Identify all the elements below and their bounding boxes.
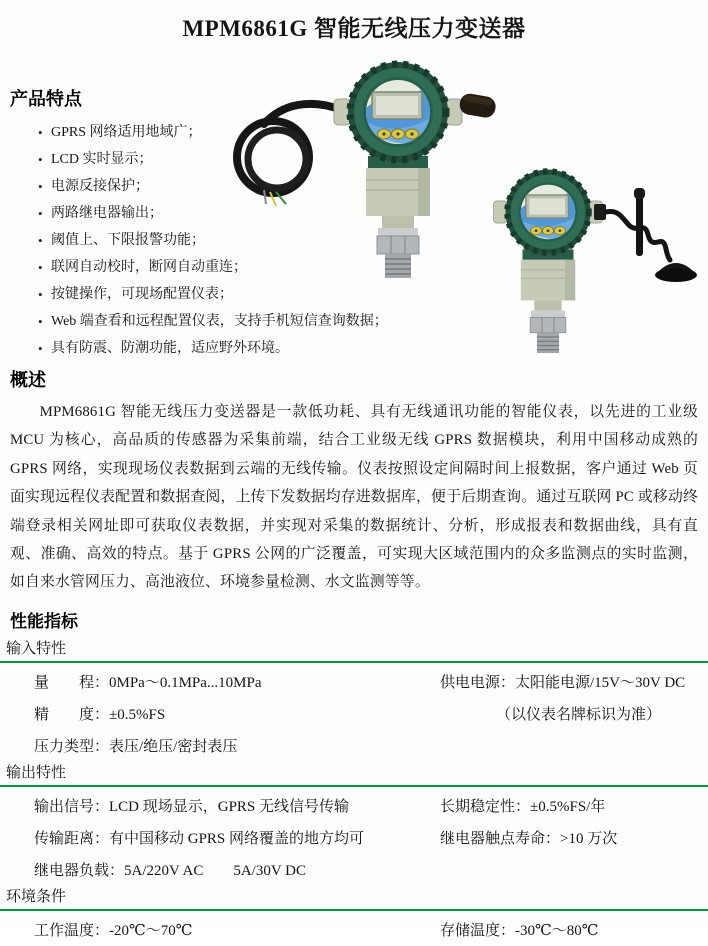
spec-row xyxy=(0,698,708,730)
magnetic-antenna-icon xyxy=(634,188,697,282)
features-list xyxy=(10,119,450,362)
spec-power-supply: 供电电源：太阳能电源/15V～30V DC xyxy=(440,675,686,692)
spec-accuracy: 精 度：±0.5%FS xyxy=(34,707,166,724)
feature-item: • 电源反接保护； xyxy=(38,173,450,200)
overview-paragraph: MPM6861G 智能无线压力变送器是一款低功耗、具有无线通讯功能的智能仪表，以先进的工业级 MCU 为核心，高品质的传感器为采集前端，结合工业级无线 GPRS 数据模块，利用中国移动成熟的 GPRS 网络，实现现场仪表数据到云端的无线传输。仪表按照设定间隔时间上报数据，客户通过 Web 页面实现远程仪表配置和数据查阅，上传下发数据均存进数据库，便于后期查询。通过互联网 PC 或移动终端登录相关网址即可获取仪表数据，并实现对采集的数据统计、分析，形成报表和数据曲线，具有直观、准确、高效的特点。基于 GPRS 公网的广泛覆盖，可实现大区域范围内的众多监测点的实时监测，如自来水管网压力、高池液位、环境参量检测、水文监测等等。 xyxy=(10,404,698,591)
spec-section-title: 输入特性 xyxy=(0,640,708,663)
specs-heading: 性能指标 xyxy=(10,611,78,631)
spec-row xyxy=(0,790,708,822)
spec-section-input xyxy=(0,640,708,762)
feature-item: • GPRS 网络适用地域广； xyxy=(38,119,450,146)
spec-working-temperature: 工作温度：-20℃～70℃ xyxy=(34,923,193,940)
antenna-stub-icon xyxy=(458,92,497,119)
feature-item: • Web 端查看和远程配置仪表，支持手机短信查询数据； xyxy=(38,308,450,335)
spec-pressure-type: 压力类型：表压/绝压/密封表压 xyxy=(34,739,238,756)
specs-section xyxy=(0,611,708,946)
features-section xyxy=(0,89,450,362)
spec-transmission-distance: 传输距离：有中国移动 GPRS 网络覆盖的地方均可 xyxy=(34,831,365,848)
feature-item: • 具有防震、防潮功能，适应野外环境。 xyxy=(38,335,450,362)
spec-relay-life: 继电器触点寿命：>10 万次 xyxy=(440,831,618,848)
spec-output-signal: 输出信号：LCD 现场显示，GPRS 无线信号传输 xyxy=(34,799,350,816)
spec-row xyxy=(0,822,708,854)
page-title: MPM6861G 智能无线压力变送器 xyxy=(182,16,526,41)
spec-stability: 长期稳定性：±0.5%FS/年 xyxy=(440,799,606,816)
spec-section-environment xyxy=(0,888,708,946)
spec-relay-load: 继电器负载：5A/220V AC 5A/30V DC xyxy=(34,863,306,880)
product-photo-right xyxy=(494,170,697,354)
spec-row xyxy=(0,666,708,698)
spec-section-title: 输出特性 xyxy=(0,764,708,787)
spec-row xyxy=(0,854,708,886)
spec-section-title: 环境条件 xyxy=(0,888,708,911)
feature-item: • 按键操作，可现场配置仪表； xyxy=(38,281,450,308)
spec-power-note: （以仪表名牌标识为准） xyxy=(496,707,662,724)
spec-storage-temperature: 存储温度：-30℃～80℃ xyxy=(440,923,599,940)
spec-row xyxy=(0,914,708,946)
spec-range: 量 程：0MPa～0.1MPa...10MPa xyxy=(34,675,262,692)
feature-item: • LCD 实时显示； xyxy=(38,146,450,173)
feature-item: • 两路继电器输出； xyxy=(38,200,450,227)
spec-row xyxy=(0,730,708,762)
feature-item: • 阈值上、下限报警功能； xyxy=(38,227,450,254)
feature-item: • 联网自动校时，断网自动重连； xyxy=(38,254,450,281)
overview-section xyxy=(0,370,708,597)
overview-heading: 概述 xyxy=(10,370,46,390)
features-heading: 产品特点 xyxy=(10,89,82,109)
spec-section-output xyxy=(0,764,708,886)
